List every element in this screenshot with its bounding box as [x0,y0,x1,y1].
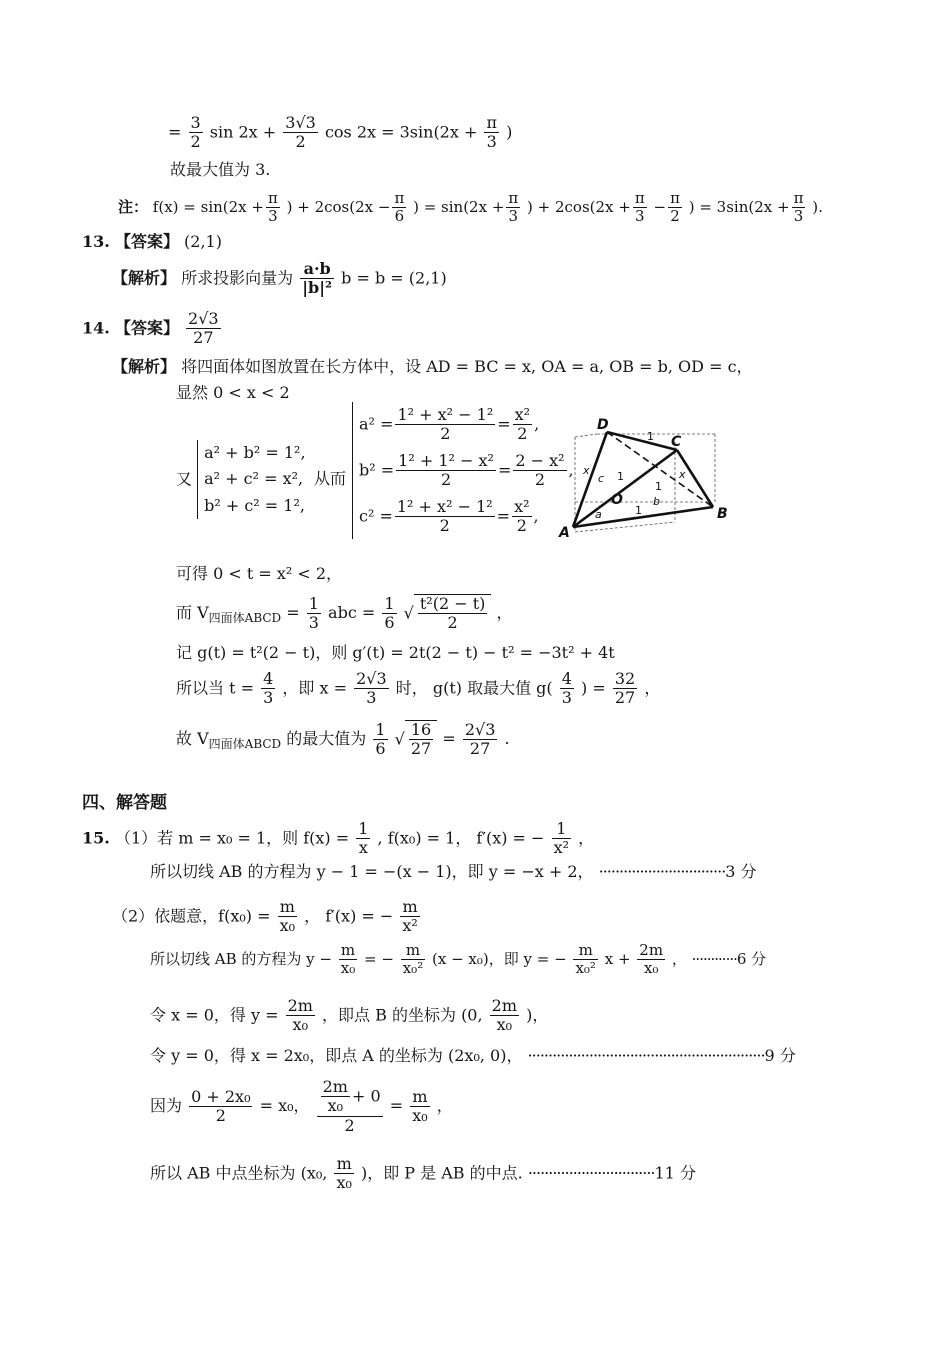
fraction: $\frac{\pi}{3}$ [486,113,497,152]
eq: = [168,122,182,142]
p15-part2: （2）依题意，f(x₀) = $\frac{m}{\text{x₀}}$ ， f′(x) = − $\frac{m}{\text{x²}}$ [112,897,418,936]
p14-answer: 14. 【答案】 $\frac{2√3}{27}$ [82,309,219,348]
svg-text:1: 1 [617,470,624,483]
p14-system: 又 a² + b² = 1², a² + c² = x², b² + c² = 1², [176,440,306,519]
system-of-equations: a² = $\frac{\text{1² + x² − 1²}}{2}$ = $\frac{\text{x²}}{2}$ , b² = $\frac{\text{1² + 1² − x²}}{2}$ = $\frac{\text{2 − x²}}{2}$ , c² = $\frac{\text{1² + x² − 1²}}{2}$ = $\frac{\text{x²}}{2}$ , [352,402,574,539]
p14-s2: 而 $V_{四面体ABCD}$ = $\frac{1}{3}$ abc = $\frac{1}{6}$ √ $\frac{\text{t²(2 − t)}}{2}$ ， [176,593,513,633]
p15-part2e: 因为 $\frac{\text{0 + 2x₀}}{2}$ = x₀， $\frac{2m}{\text{x₀}}$ + 0 2 = $\frac{m}{\text{x₀}}$ ， [150,1077,453,1135]
p15-part2b: 所以切线 AB 的方程为 y − $\frac{m}{\text{x₀}}$ = − $\frac{m}{\text{x₀²}}$ (x − x₀)，即 y = − $\frac{m}{\text{x₀²}}$ x + $\frac{2m}{\text{x₀}}$ ， ············6 分 [150,941,767,978]
fraction: $\frac{3√3}{2}$ [285,113,316,152]
label-C: C [671,434,682,450]
p14-line2: 显然 0 < x < 2 [176,383,290,402]
p14-s4: 所以当 t = $\frac{4}{3}$ ，即 x = $\frac{2√3}{3}$ 时， g(t) 取最大值 g( $\frac{4}{3}$ ) = $\frac{32}{27}$ ， [176,669,661,708]
label-A: A [559,525,570,541]
p15-part2d: 令 y = 0，得 x = 2x₀，即点 A 的坐标为 (2x₀, 0)， ··························································9 分 [150,1046,796,1065]
p14-s5: 故 $V_{四面体ABCD}$ 的最大值为 $\frac{1}{6}$ √ $\frac{16}{27}$ = $\frac{2√3}{27}$ . [176,719,510,759]
svg-text:1: 1 [635,504,642,517]
svg-text:x: x [583,464,590,477]
p15-part1: 15. （1）若 m = x₀ = 1，则 f(x) = $\frac{1}{x}$ , f(x₀) = 1， f′(x) = − $\frac{1}{\text{x²}}$ ， [82,819,595,858]
p15-part1b: 所以切线 AB 的方程为 y − 1 = −(x − 1)，即 y = −x + 2， ·······························3 分 [150,862,757,881]
fraction: $\frac{3}{2}$ [190,113,201,152]
svg-text:b: b [653,495,660,508]
p12-line1: = $\frac{3}{2}$ sin 2x + $\frac{3√3}{2}$ cos 2x = 3sin(2x + $\frac{\pi}{3}$ ) [168,113,513,152]
fraction: $\frac{a\cdot b}{\text{|b|²}}$ [302,259,333,298]
p14-system2 [352,402,574,539]
p15-part2c: 令 x = 0，得 y = $\frac{2m}{\text{x₀}}$ ，即点 B 的坐标为 (0, $\frac{2m}{\text{x₀}}$ )， [150,996,549,1035]
system-of-equations: a² + b² = 1², a² + c² = x², b² + c² = 1², [197,440,305,519]
label-O: O [611,492,623,508]
p14-s1: 可得 0 < t = x² < 2， [176,564,343,583]
svg-text:1: 1 [655,480,662,493]
p13-answer: 13. 【答案】 (2,1) [82,232,222,251]
p14-explanation: 【解析】 将四面体如图放置在长方体中，设 AD = BC = x, OA = a, OB = b, OD = c， [112,357,753,376]
section-heading: 四、解答题 [82,793,167,813]
p12-note: 注： f(x) = sin(2x + $\frac{\pi}{3}$ ) + 2cos(2x − $\frac{\pi}{6}$ ) = sin(2x + $\frac{\pi}{3}$ ) + 2cos(2x + $\frac{\pi}{3}$ − $\frac{\pi}{2}$ ) = 3sin(2x + $\frac{\pi}{3}$ ). [118,189,823,226]
compound-fraction: $\frac{2m}{\text{x₀}}$ + 0 2 [317,1078,383,1135]
p14-s3: 记 g(t) = t²(2 − t)，则 g′(t) = 2t(2 − t) − t² = −3t² + 4t [176,643,615,662]
tetrahedron-diagram [555,412,745,547]
svg-text:1: 1 [647,430,654,443]
svg-text:a: a [595,508,602,521]
p14-congcong: 从而 [314,469,347,488]
svg-text:c: c [598,472,605,485]
label-B: B [717,506,728,522]
tetrahedron-edges [573,432,713,527]
p13-explanation: 【解析】 所求投影向量为 $\frac{a\cdot b}{\text{|b|²}}$ b = b = (2,1) [112,259,447,298]
p15-part2f: 所以 AB 中点坐标为 (x₀, $\frac{m}{\text{x₀}}$ )，即 P 是 AB 的中点. ·······························11 分 [150,1154,696,1193]
svg-text:x: x [679,468,686,481]
p12-line2: 故最大值为 3. [170,160,271,179]
label-D: D [597,417,609,433]
